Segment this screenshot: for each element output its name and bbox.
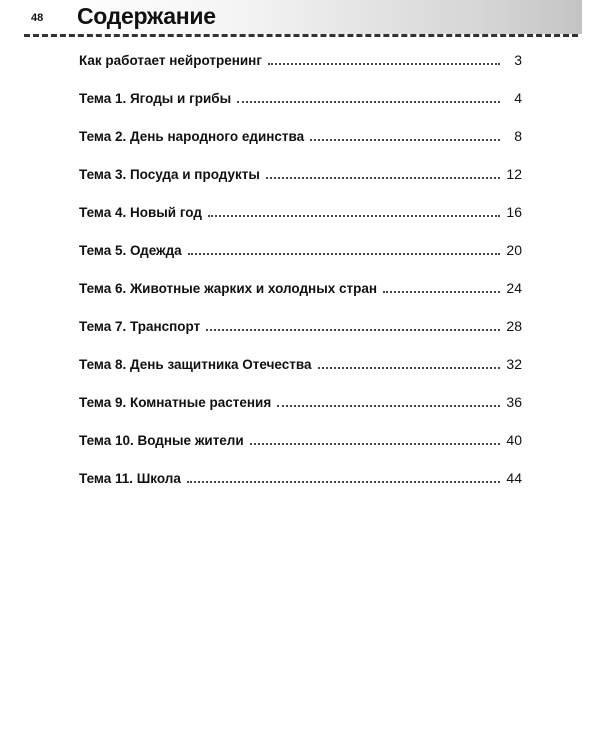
toc-entry-title: Как работает нейротренинг	[79, 53, 262, 68]
dot-leader	[188, 253, 500, 255]
toc-entry-topic-11[interactable]	[79, 464, 522, 502]
toc-entry-page: 4	[514, 90, 522, 106]
toc-entry-title: Тема 3. Посуда и продукты	[79, 167, 260, 182]
toc-entry-title: Тема 10. Водные жители	[79, 433, 244, 448]
dot-leader	[277, 405, 500, 407]
dot-leader	[208, 215, 500, 217]
toc-entry-title: Тема 9. Комнатные растения	[79, 395, 272, 410]
toc-entry-topic-10[interactable]	[79, 426, 522, 464]
dot-leader	[266, 177, 500, 179]
dot-leader	[250, 443, 500, 445]
toc-entry-topic-7[interactable]	[79, 312, 522, 350]
toc-entry-topic-9[interactable]	[79, 388, 522, 426]
toc-entry-page: 44	[506, 470, 522, 486]
toc-entry-title: Тема 7. Транспорт	[79, 319, 201, 334]
toc-entry-page: 32	[506, 356, 522, 372]
toc-entry-title: Тема 11. Школа	[79, 471, 181, 486]
page-header	[0, 0, 600, 40]
dot-leader	[206, 329, 500, 331]
toc-entry-title: Тема 5. Одежда	[79, 243, 182, 258]
toc-entry-page: 16	[506, 204, 522, 220]
dot-leader	[310, 139, 500, 141]
page-number: 48	[31, 12, 44, 24]
toc-entry-page: 3	[514, 52, 522, 68]
dot-leader	[187, 481, 500, 483]
toc-entry-page: 36	[506, 394, 522, 410]
toc-entry-page: 40	[506, 432, 522, 448]
toc-entry-title: Тема 1. Ягоды и грибы	[79, 91, 232, 106]
dot-leader	[318, 367, 501, 369]
page-title: Содержание	[77, 3, 216, 29]
toc-entry-title: Тема 2. День народного единства	[79, 129, 305, 144]
toc-entry-title: Тема 6. Животные жарких и холодных стран	[79, 281, 378, 296]
toc-entry-topic-5[interactable]	[79, 236, 522, 274]
dot-leader	[268, 63, 500, 65]
header-divider	[24, 34, 578, 37]
dot-leader	[237, 101, 500, 103]
toc-entry-topic-1[interactable]	[79, 84, 522, 122]
toc-entry-page: 8	[514, 128, 522, 144]
toc-entry-page: 28	[506, 318, 522, 334]
toc-entry-title: Тема 4. Новый год	[79, 205, 202, 220]
toc-entry-topic-4[interactable]	[79, 198, 522, 236]
toc-entry-topic-2[interactable]	[79, 122, 522, 160]
toc-entry-page: 12	[506, 166, 522, 182]
dot-leader	[383, 291, 500, 293]
toc-entry-intro[interactable]	[79, 46, 522, 84]
toc-entry-topic-6[interactable]	[79, 274, 522, 312]
toc-entry-page: 20	[506, 242, 522, 258]
toc-entry-title: Тема 8. День защитника Отечества	[79, 357, 312, 372]
toc-entry-topic-8[interactable]	[79, 350, 522, 388]
toc-entry-topic-3[interactable]	[79, 160, 522, 198]
table-of-contents	[79, 46, 522, 502]
toc-entry-page: 24	[506, 280, 522, 296]
